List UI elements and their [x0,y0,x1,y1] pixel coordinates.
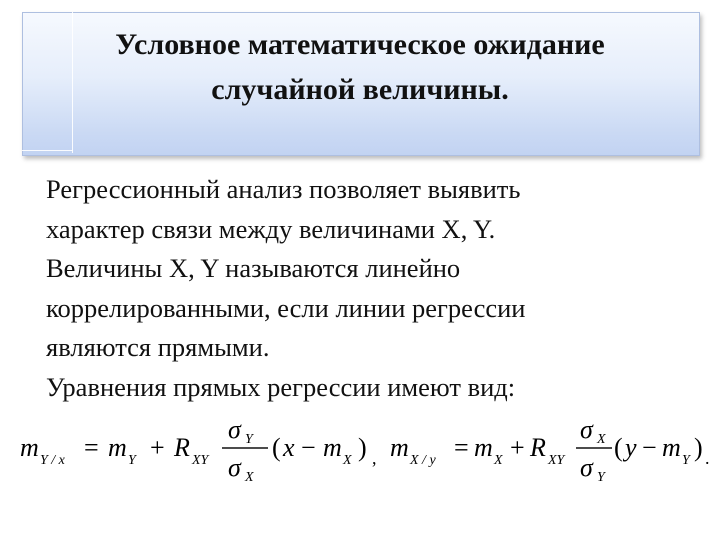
formula-symbol: x [283,433,295,462]
slide-body [46,170,686,407]
formula-symbol: m [474,433,493,462]
formula-subscript: XY [548,453,565,468]
slide-title [22,22,698,112]
formula-subscript: X [343,453,352,468]
formula-paren: ( [272,433,281,462]
formula-symbol: m [390,433,409,462]
formula-symbol: y [625,433,637,462]
regression-equation-y-on-x [20,415,377,485]
body-line: Уравнения прямых регрессии имеют вид: [46,371,516,402]
formula-operator: + [510,433,525,462]
formula-subscript: Y [597,470,605,485]
body-line: являются прямыми. [46,332,270,362]
formula-subscript: X [494,453,503,468]
formula-symbol: σ [580,453,593,482]
body-line: коррелированными, если линии регрессии [46,292,526,323]
formula-subscript: XY [192,453,209,468]
formula-operator: − [301,433,316,462]
formula-symbol: σ [228,453,241,482]
formula-subscript: X [597,432,606,447]
formulas-svg [0,410,720,520]
formula-subscript: Y [245,432,253,447]
formula-symbol: σ [580,415,593,444]
formula-subscript: X / y [410,453,436,468]
title-frame-line [22,150,73,151]
formula-paren: ) [358,433,367,462]
regression-formulas [0,410,720,520]
formula-symbol: m [20,433,39,462]
formula-operator: + [150,433,165,462]
formula-operator: = [454,433,469,462]
formula-operator: − [642,433,657,462]
body-line: характер связи между величинами X, Y. [46,213,496,244]
formula-operator: = [84,433,99,462]
formula-subscript: Y [128,453,136,468]
formula-paren: ( [614,433,623,462]
regression-equation-x-on-y [390,415,710,485]
body-line: Регрессионный анализ позволяет выявить [46,174,521,204]
formula-symbol: m [108,433,127,462]
body-line: Величины X, Y называются линейно [46,253,461,283]
title-line: Условное математическое ожидание [115,28,605,61]
formula-symbol: R [530,433,546,462]
formula-punctuation: . [705,448,710,468]
formula-subscript: Y [682,453,690,468]
formula-paren: ) [694,433,703,462]
formula-subscript: X [245,470,254,485]
formula-symbol: σ [228,415,241,444]
formula-symbol: m [662,433,681,462]
formula-symbol: m [323,433,342,462]
formula-subscript: Y / x [40,453,65,468]
title-line: случайной величины. [211,73,509,106]
formula-symbol: R [174,433,190,462]
formula-punctuation: , [372,448,377,468]
